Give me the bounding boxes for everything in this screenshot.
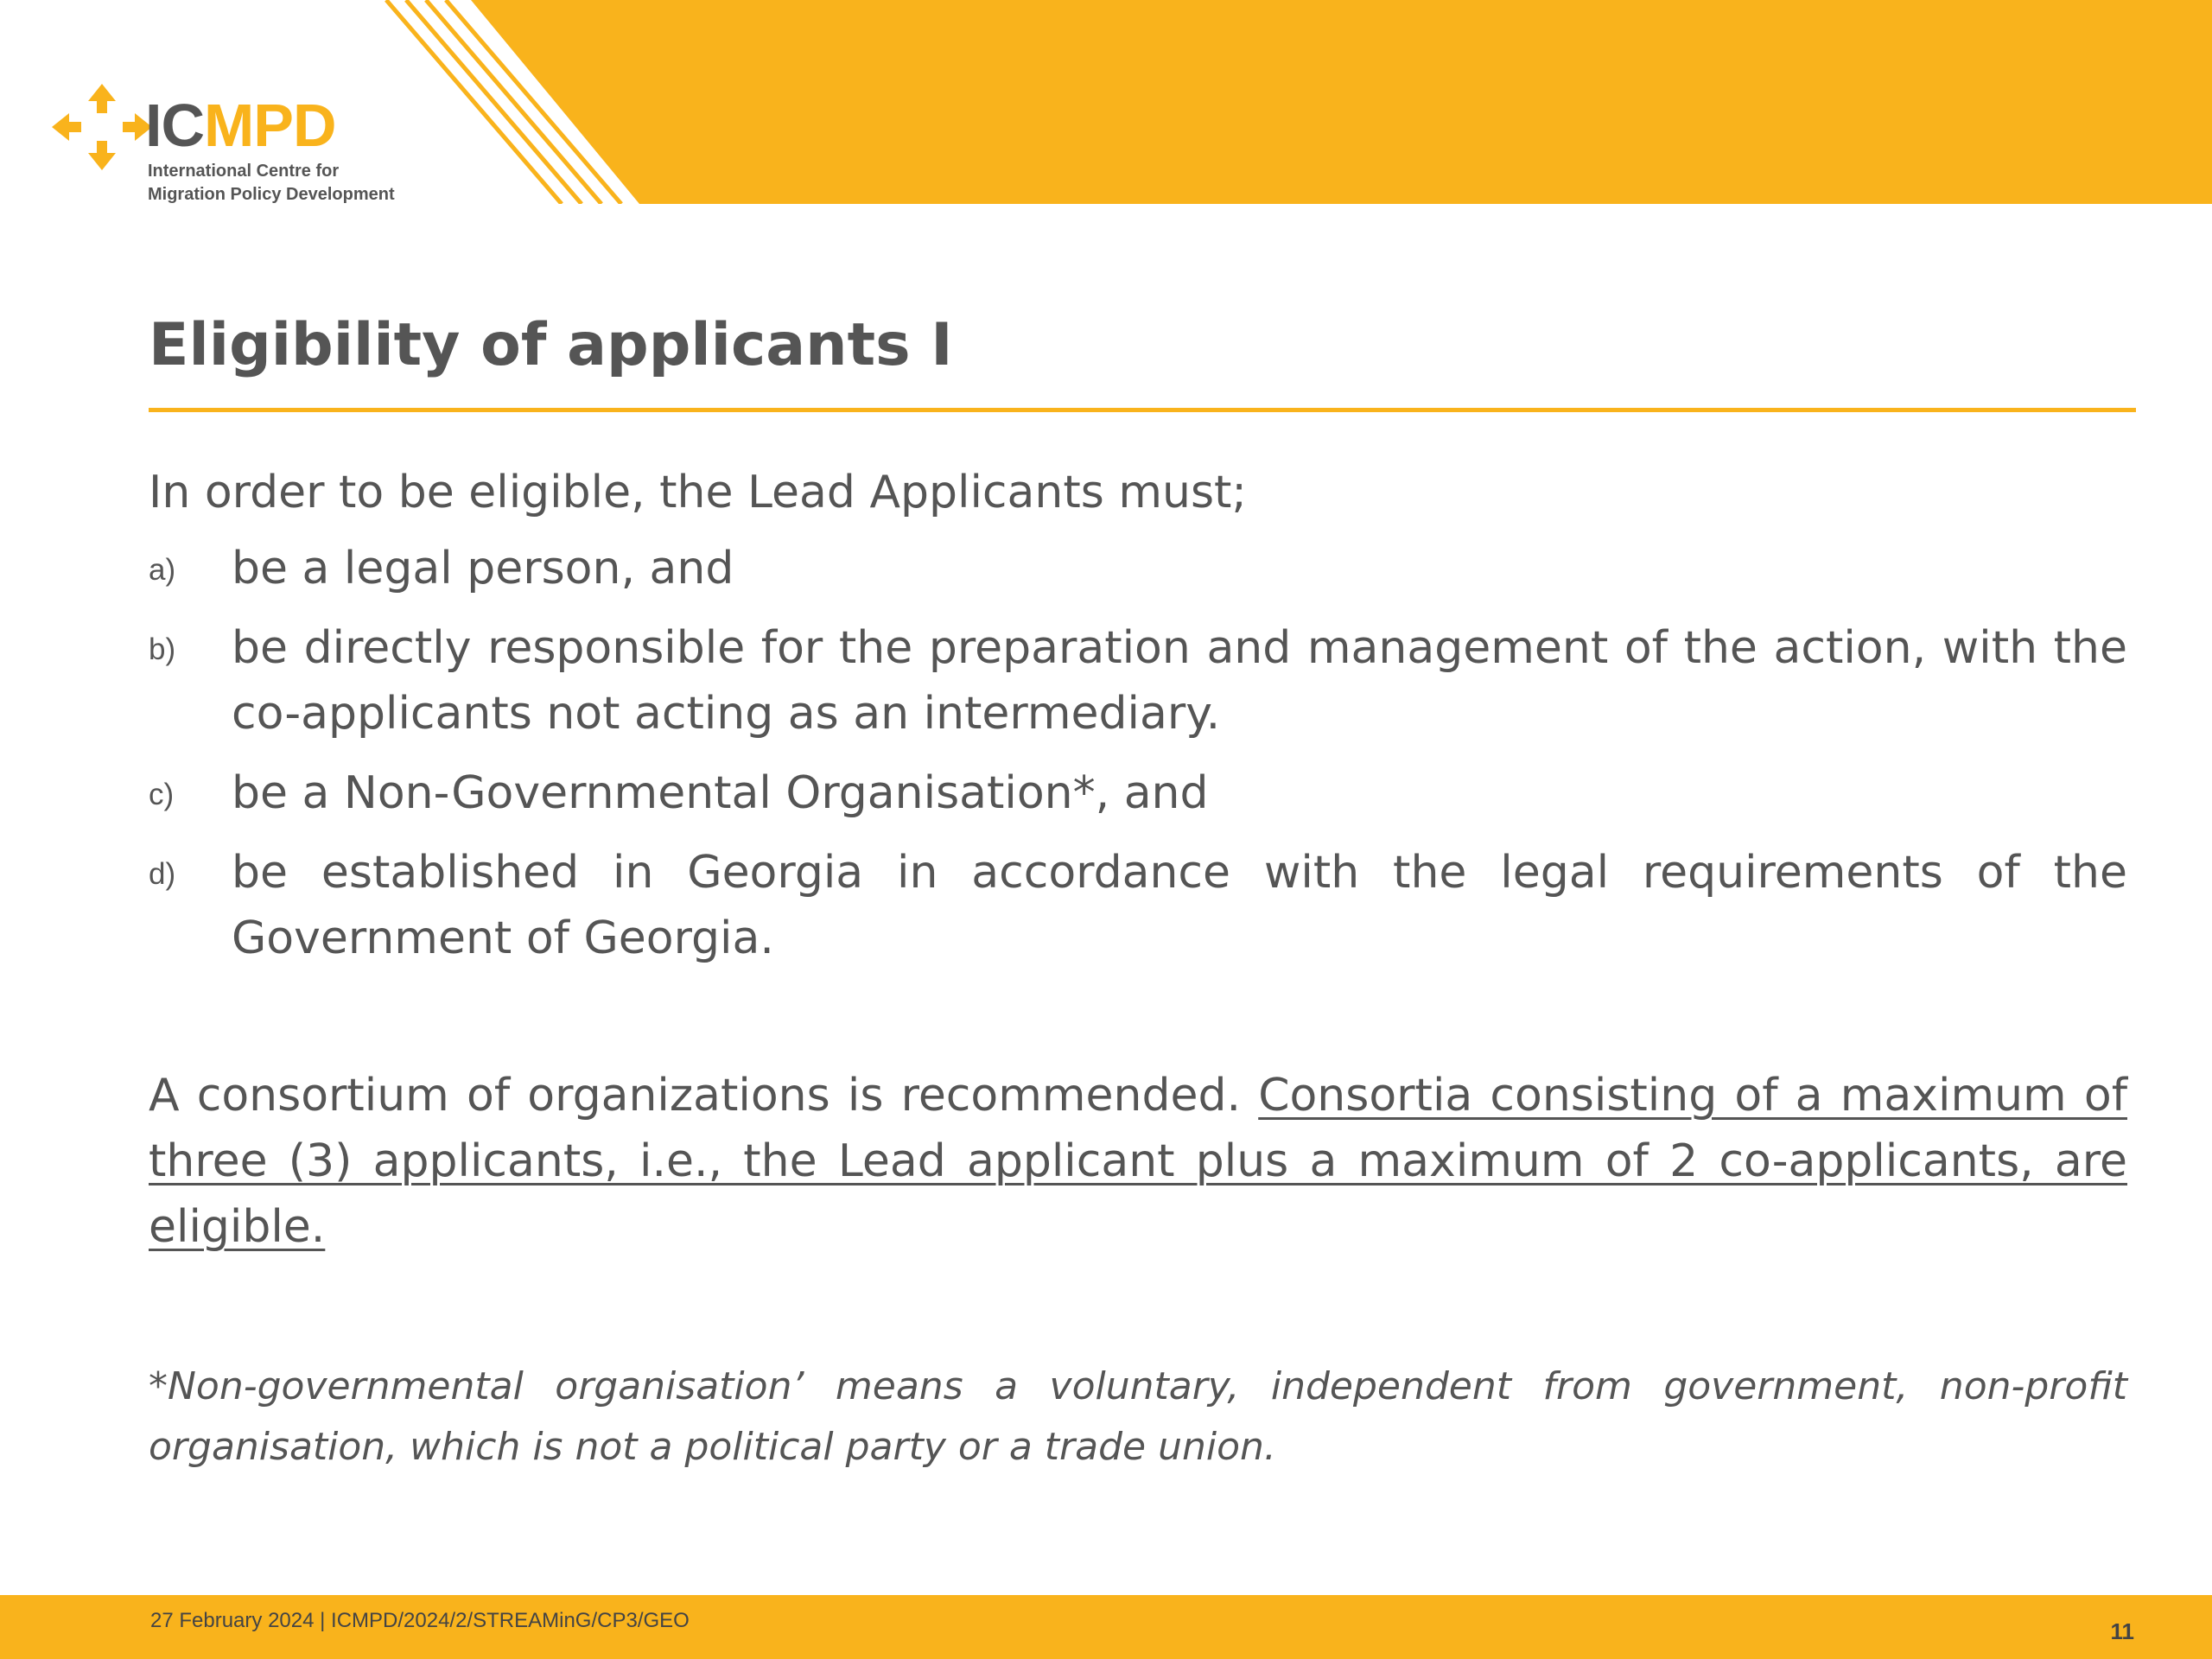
slide-title: Eligibility of applicants I: [149, 311, 953, 379]
intro-text: In order to be eligible, the Lead Applicants must;: [149, 467, 1247, 518]
list-item-text: be a legal person, and: [232, 543, 734, 594]
list-marker: c): [149, 778, 175, 811]
list-item-text: be directly responsible for the preparation and management of the action, with the co-applicants not acting as an intermediary.: [232, 622, 2127, 740]
list-marker: b): [149, 632, 176, 666]
list-item-d: [149, 840, 2127, 971]
list-item-text: be established in Georgia in accordance with the legal requirements of the Government of Georgia.: [232, 847, 2127, 964]
footer-reference: 27 February 2024 | ICMPD/2024/2/STREAMinG/CP3/GEO: [150, 1609, 690, 1632]
consortium-paragraph: [149, 1063, 2127, 1260]
logo-subtitle-line2: Migration Policy Development: [148, 185, 395, 204]
list-marker: d): [149, 857, 176, 891]
logo-wordmark-mpd: MPD: [204, 92, 336, 159]
eligibility-list: [149, 536, 2127, 971]
list-marker: a): [149, 553, 176, 587]
logo-wordmark: [145, 91, 336, 160]
icmpd-logo: [52, 82, 415, 212]
list-item-text: be a Non-Governmental Organisation*, and: [232, 767, 1209, 819]
consortium-intro: A consortium of organizations is recommended.: [149, 1070, 1259, 1122]
page-number: 11: [2110, 1618, 2134, 1644]
list-item-c: [149, 760, 2127, 826]
consortium-rule: Consortia consisting of a maximum of three (3) applicants, i.e., the Lead applicant plus a maximum of 2 co-applicants, are eligible.: [149, 1070, 2127, 1253]
list-item-a: [149, 536, 2127, 601]
logo-subtitle: [148, 160, 395, 207]
list-item-b: [149, 615, 2127, 747]
logo-wordmark-ic: IC: [145, 92, 204, 159]
title-underline: [149, 408, 2136, 412]
arrows-cross-icon: [52, 84, 152, 170]
logo-subtitle-line1: International Centre for: [148, 162, 340, 181]
ngo-footnote: *Non-governmental organisation’ means a voluntary, independent from government, non-profit organisation, which is not a political party or a trade union.: [149, 1364, 2127, 1469]
